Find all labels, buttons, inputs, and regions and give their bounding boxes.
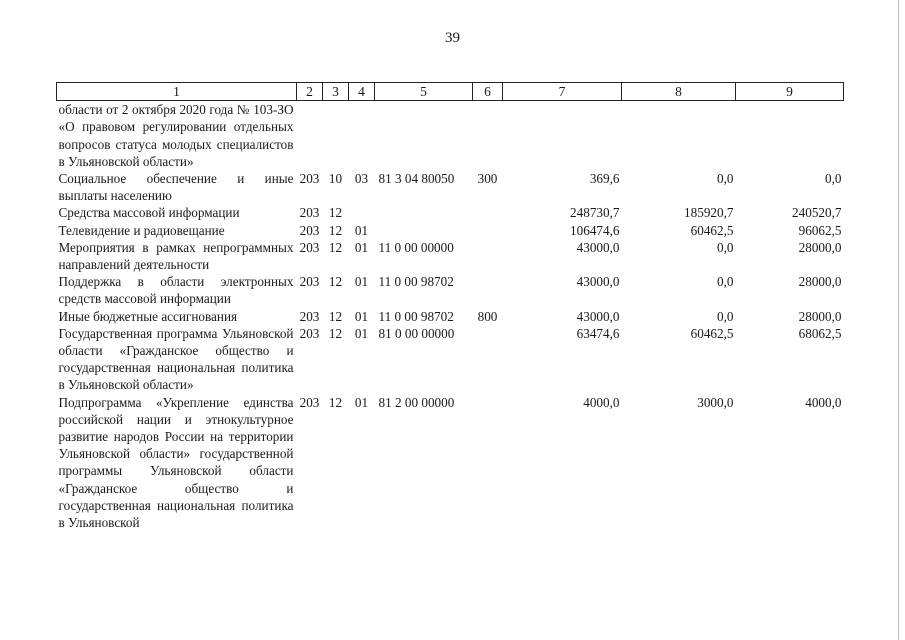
row-section-cell <box>323 101 349 170</box>
table-row <box>57 239 844 273</box>
row-amount-cell: 185920,7 <box>684 205 734 221</box>
header-cell: 8 <box>622 83 736 101</box>
row-section-cell: 10 <box>328 171 343 187</box>
row-amount-cell: 28000,0 <box>798 274 842 290</box>
row-subsection-cell: 01 <box>354 239 369 255</box>
row-code-cell: 203 <box>299 325 320 341</box>
row-expense-type-cell <box>473 394 503 532</box>
row-target-article-cell: 11 0 00 98702 <box>378 274 454 290</box>
row-target-article-cell: 11 0 00 98702 <box>378 308 454 324</box>
row-amount-cell: 369,6 <box>589 171 620 187</box>
header-cell: 4 <box>349 83 375 101</box>
row-subsection-cell: 01 <box>354 308 369 324</box>
row-name-cell: Поддержка в области электронных средств массовой информации <box>58 274 294 307</box>
row-expense-type-cell <box>473 222 503 239</box>
header-cell: 9 <box>736 83 844 101</box>
row-expense-type-cell <box>473 325 503 394</box>
table-row <box>57 394 844 532</box>
row-amount-cell: 43000,0 <box>576 274 620 290</box>
row-expense-type-cell <box>473 273 503 307</box>
row-code-cell: 203 <box>299 394 320 410</box>
row-amount-cell: 3000,0 <box>697 394 734 410</box>
row-code-cell: 203 <box>299 222 320 238</box>
row-target-article-cell: 81 0 00 00000 <box>378 325 455 341</box>
page-number: 39 <box>445 30 460 46</box>
row-name-cell: Телевидение и радиовещание <box>58 222 225 238</box>
page-edge-line <box>898 0 899 640</box>
row-name-cell: Социальное обеспечение и иные выплаты населению <box>58 171 294 204</box>
row-amount-cell: 96062,5 <box>798 222 842 238</box>
table-row <box>57 101 844 170</box>
row-code-cell: 203 <box>299 308 320 324</box>
row-subsection-cell: 03 <box>354 171 369 187</box>
row-section-cell: 12 <box>328 394 343 410</box>
row-amount-cell <box>622 101 736 170</box>
row-amount-cell: 68062,5 <box>798 325 842 341</box>
row-name-cell: Подпрограмма «Укрепление единства российской нации и этнокультурное развитие народов России на территории Ульяновской области» государственной программы Ульяновской области «Гражданское общество и государственная национальная политика в Ульяновской <box>58 394 294 531</box>
row-expense-type-cell: 300 <box>477 171 498 187</box>
row-amount-cell <box>736 101 844 170</box>
row-target-article-cell: 81 2 00 00000 <box>378 394 455 410</box>
row-subsection-cell: 01 <box>354 325 369 341</box>
row-target-article-cell <box>375 222 473 239</box>
table-row <box>57 204 844 221</box>
row-amount-cell: 63474,6 <box>576 325 620 341</box>
row-name-cell: Средства массовой информации <box>58 205 240 221</box>
row-section-cell: 12 <box>328 205 343 221</box>
row-section-cell: 12 <box>328 325 343 341</box>
header-cell: 2 <box>297 83 323 101</box>
row-amount-cell: 4000,0 <box>583 394 620 410</box>
row-amount-cell: 106474,6 <box>570 222 620 238</box>
row-section-cell: 12 <box>328 222 343 238</box>
header-cell: 3 <box>323 83 349 101</box>
row-amount-cell: 0,0 <box>717 171 734 187</box>
row-amount-cell: 4000,0 <box>805 394 842 410</box>
row-amount-cell: 43000,0 <box>576 239 620 255</box>
row-amount-cell: 240520,7 <box>792 205 842 221</box>
row-amount-cell: 248730,7 <box>570 205 620 221</box>
row-expense-type-cell <box>473 239 503 273</box>
row-amount-cell: 0,0 <box>825 171 842 187</box>
row-subsection-cell: 01 <box>354 274 369 290</box>
row-section-cell: 12 <box>328 239 343 255</box>
row-amount-cell: 0,0 <box>717 308 734 324</box>
header-cell: 6 <box>473 83 503 101</box>
row-amount-cell <box>503 101 622 170</box>
row-subsection-cell <box>349 204 375 221</box>
row-expense-type-cell <box>473 204 503 221</box>
table-body <box>57 101 844 532</box>
row-expense-type-cell: 800 <box>477 308 498 324</box>
table-row <box>57 325 844 394</box>
header-cell: 7 <box>503 83 622 101</box>
row-amount-cell: 28000,0 <box>798 239 842 255</box>
row-target-article-cell <box>375 204 473 221</box>
table-row <box>57 308 844 325</box>
row-target-article-cell: 81 3 04 80050 <box>378 171 455 187</box>
table-row <box>57 170 844 204</box>
row-amount-cell: 60462,5 <box>690 222 734 238</box>
row-amount-cell: 0,0 <box>717 239 734 255</box>
row-code-cell: 203 <box>299 239 320 255</box>
row-name-cell: Мероприятия в рамках непрограммных направлений деятельности <box>58 239 294 273</box>
row-code-cell: 203 <box>299 205 320 221</box>
row-expense-type-cell <box>473 101 503 170</box>
row-target-article-cell <box>375 101 473 170</box>
row-target-article-cell: 11 0 00 00000 <box>378 239 454 255</box>
header-row <box>57 83 844 101</box>
row-name-cell: Иные бюджетные ассигнования <box>58 308 238 324</box>
header-cell: 5 <box>375 83 473 101</box>
row-code-cell: 203 <box>299 171 320 187</box>
row-amount-cell: 28000,0 <box>798 308 842 324</box>
row-section-cell: 12 <box>328 274 343 290</box>
table-row <box>57 222 844 239</box>
row-amount-cell: 0,0 <box>717 274 734 290</box>
budget-table <box>56 82 844 531</box>
row-subsection-cell <box>349 101 375 170</box>
table-row <box>57 273 844 307</box>
row-code-cell <box>297 101 323 170</box>
row-amount-cell: 60462,5 <box>690 325 734 341</box>
row-subsection-cell: 01 <box>354 394 369 410</box>
row-amount-cell: 43000,0 <box>576 308 620 324</box>
row-name-cell: области от 2 октября 2020 года № 103-ЗО «О правовом регулировании отдельных вопросов статуса молодых специалистов в Ульяновской области» <box>58 102 294 169</box>
row-section-cell: 12 <box>328 308 343 324</box>
header-cell: 1 <box>57 83 297 101</box>
row-name-cell: Государственная программа Ульяновской области «Гражданское общество и государственная национальная политика в Ульяновской области» <box>58 325 294 393</box>
row-code-cell: 203 <box>299 274 320 290</box>
row-subsection-cell: 01 <box>354 222 369 238</box>
